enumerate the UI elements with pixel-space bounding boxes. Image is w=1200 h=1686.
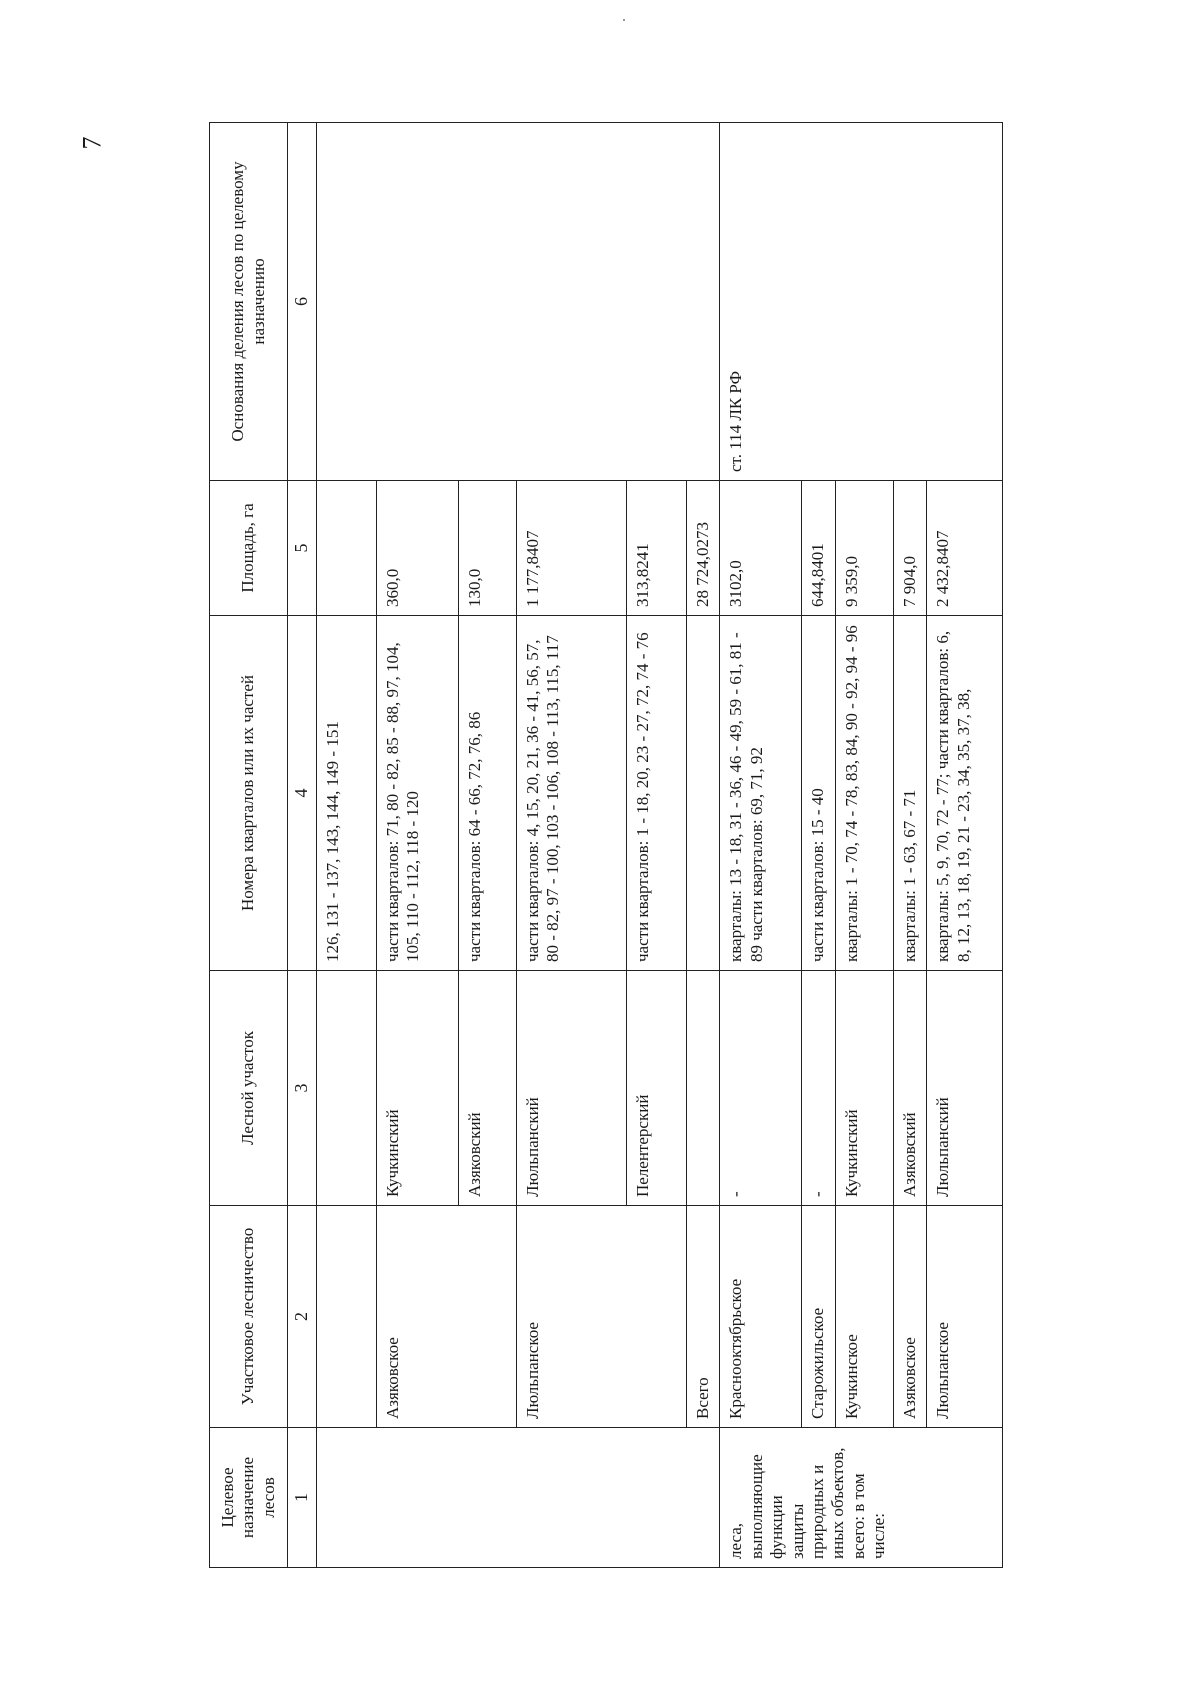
quarters-cell-empty [687, 616, 720, 971]
area-cell: 360,0 [377, 481, 459, 616]
area-cell: 130,0 [459, 481, 517, 616]
header-basis: Основания деления лесов по целевому назначению [210, 123, 288, 481]
quarters-cell: части кварталов: 64 - 66, 72, 76, 86 [459, 616, 517, 971]
forest-purpose-table [209, 122, 1003, 1568]
purpose-cell: леса, выполняющие функции защиты природных и иных объектов, всего: в том числе: [720, 1428, 1003, 1568]
plot-cell: - [802, 971, 835, 1206]
column-number: 4 [288, 616, 317, 971]
plot-cell: Кучкинский [835, 971, 893, 1206]
forestry-total-label: Всего [687, 1206, 720, 1428]
quarters-cell: части кварталов: 71, 80 - 82, 85 - 88, 97, 104, 105, 110 - 112, 118 - 120 [377, 616, 459, 971]
plot-cell-empty [317, 971, 377, 1206]
forestry-cell: Краснооктябрьское [720, 1206, 802, 1428]
basis-cell: ст. 114 ЛК РФ [720, 123, 1003, 481]
header-plot: Лесной участок [210, 971, 288, 1206]
area-cell: 313,8241 [627, 481, 687, 616]
column-number: 5 [288, 481, 317, 616]
header-forestry: Участковое лесничество [210, 1206, 288, 1428]
plot-cell: Люльпанский [927, 971, 1003, 1206]
area-cell: 1 177,8407 [517, 481, 627, 616]
forest-purpose-table-rotated [209, 123, 1074, 1568]
column-number: 3 [288, 971, 317, 1206]
plot-cell: - [720, 971, 802, 1206]
scan-speck [623, 19, 625, 21]
basis-cell-empty [317, 123, 687, 481]
page-number: 7 [77, 136, 107, 150]
forestry-cell: Азяковское [377, 1206, 517, 1428]
plot-cell: Кучкинский [377, 971, 459, 1206]
quarters-cell: части кварталов: 1 - 18, 20, 23 - 27, 72, 74 - 76 [627, 616, 687, 971]
header-purpose: Целевое назначение лесов [210, 1428, 288, 1568]
header-quarters: Номера кварталов или их частей [210, 616, 288, 971]
area-cell [317, 481, 377, 616]
forestry-cell-empty [317, 1206, 377, 1428]
purpose-cell-empty [317, 1428, 687, 1568]
quarters-cell: кварталы: 5, 9, 70, 72 - 77; части кварталов: 6, 8, 12, 13, 18, 19, 21 - 23, 34, 35, 37, 38, [927, 616, 1003, 971]
quarters-cell: кварталы: 1 - 63, 67 - 71 [893, 616, 926, 971]
area-cell: 9 359,0 [835, 481, 893, 616]
quarters-cell: 126, 131 - 137, 143, 144, 149 - 151 [317, 616, 377, 971]
forestry-cell: Старожильское [802, 1206, 835, 1428]
plot-cell: Люльпанский [517, 971, 627, 1206]
area-cell: 2 432,8407 [927, 481, 1003, 616]
header-area: Площадь, га [210, 481, 288, 616]
quarters-cell: части кварталов: 15 - 40 [802, 616, 835, 971]
plot-cell: Азяковский [893, 971, 926, 1206]
column-number: 2 [288, 1206, 317, 1428]
forestry-cell: Люльпанское [517, 1206, 687, 1428]
plot-cell: Пелентерский [627, 971, 687, 1206]
plot-cell: Азяковский [459, 971, 517, 1206]
column-number: 1 [288, 1428, 317, 1568]
area-cell: 644,8401 [802, 481, 835, 616]
plot-cell-empty [687, 971, 720, 1206]
forestry-cell: Кучкинское [835, 1206, 893, 1428]
forestry-cell: Люльпанское [927, 1206, 1003, 1428]
column-number: 6 [288, 123, 317, 481]
basis-cell-empty [687, 123, 720, 481]
quarters-cell: части кварталов: 4, 15, 20, 21, 36 - 41, 56, 57, 80 - 82, 97 - 100, 103 - 106, 108 - 113, 115, 117 [517, 616, 627, 971]
area-cell: 3102,0 [720, 481, 802, 616]
quarters-cell: кварталы: 1 - 70, 74 - 78, 83, 84, 90 - 92, 94 - 96 [835, 616, 893, 971]
area-total: 28 724,0273 [687, 481, 720, 616]
forestry-cell: Азяковское [893, 1206, 926, 1428]
quarters-cell: кварталы: 13 - 18, 31 - 36, 46 - 49, 59 - 61, 81 - 89 части кварталов: 69, 71, 92 [720, 616, 802, 971]
purpose-cell-empty [687, 1428, 720, 1568]
area-cell: 7 904,0 [893, 481, 926, 616]
